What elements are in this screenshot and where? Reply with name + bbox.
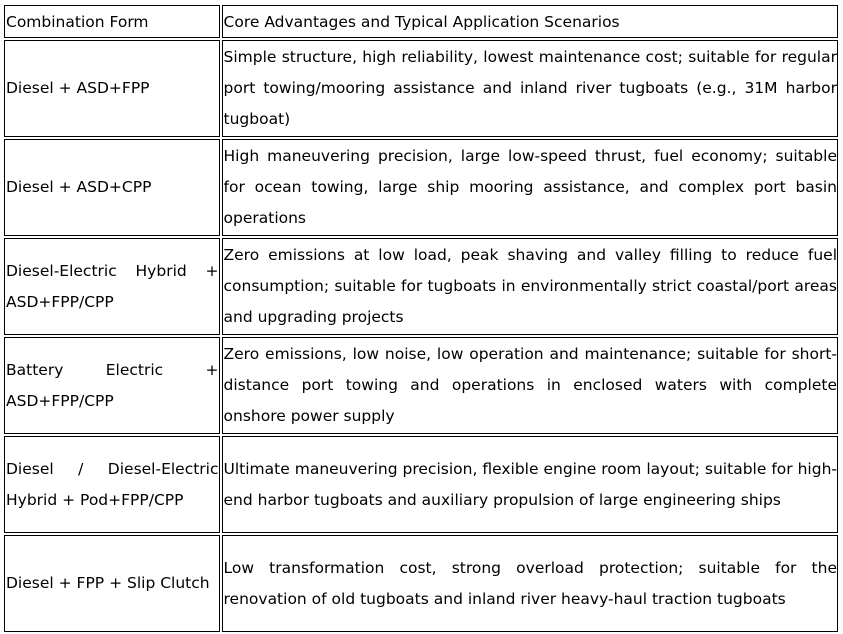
combination-form-cell: Diesel + FPP + Slip Clutch: [4, 535, 220, 632]
combination-form-cell: Battery Electric + ASD+FPP/CPP: [4, 337, 220, 434]
advantages-cell: High maneuvering precision, large low-speed thrust, fuel economy; suitable for ocean towing, large ship mooring assistance, and complex port basin operations: [222, 139, 838, 236]
advantages-cell: Zero emissions at low load, peak shaving and valley filling to reduce fuel consumption; suitable for tugboats in environmentally strict coastal/port areas and upgrading projects: [222, 238, 838, 335]
header-core-advantages: Core Advantages and Typical Application Scenarios: [222, 5, 838, 38]
advantages-cell: Low transformation cost, strong overload protection; suitable for the renovation of old tugboats and inland river heavy-haul traction tugboats: [222, 535, 838, 632]
combination-form-cell: Diesel + ASD+FPP: [4, 40, 220, 137]
combination-form-cell: Diesel-Electric Hybrid + ASD+FPP/CPP: [4, 238, 220, 335]
table-row: [4, 535, 838, 632]
table-row: [4, 238, 838, 335]
advantages-cell: Zero emissions, low noise, low operation and maintenance; suitable for short-distance port towing and operations in enclosed waters with complete onshore power supply: [222, 337, 838, 434]
table-row: [4, 436, 838, 533]
table-row: [4, 139, 838, 236]
table-row: [4, 40, 838, 137]
combination-form-cell: Diesel / Diesel-Electric Hybrid + Pod+FPP/CPP: [4, 436, 220, 533]
header-combination-form: Combination Form: [4, 5, 220, 38]
table-header-row: [4, 5, 838, 38]
table-row: [4, 337, 838, 434]
advantages-cell: Ultimate maneuvering precision, flexible engine room layout; suitable for high-end harbor tugboats and auxiliary propulsion of large engineering ships: [222, 436, 838, 533]
combination-forms-table: [2, 3, 840, 634]
advantages-cell: Simple structure, high reliability, lowest maintenance cost; suitable for regular port towing/mooring assistance and inland river tugboats (e.g., 31M harbor tugboat): [222, 40, 838, 137]
combination-form-cell: Diesel + ASD+CPP: [4, 139, 220, 236]
